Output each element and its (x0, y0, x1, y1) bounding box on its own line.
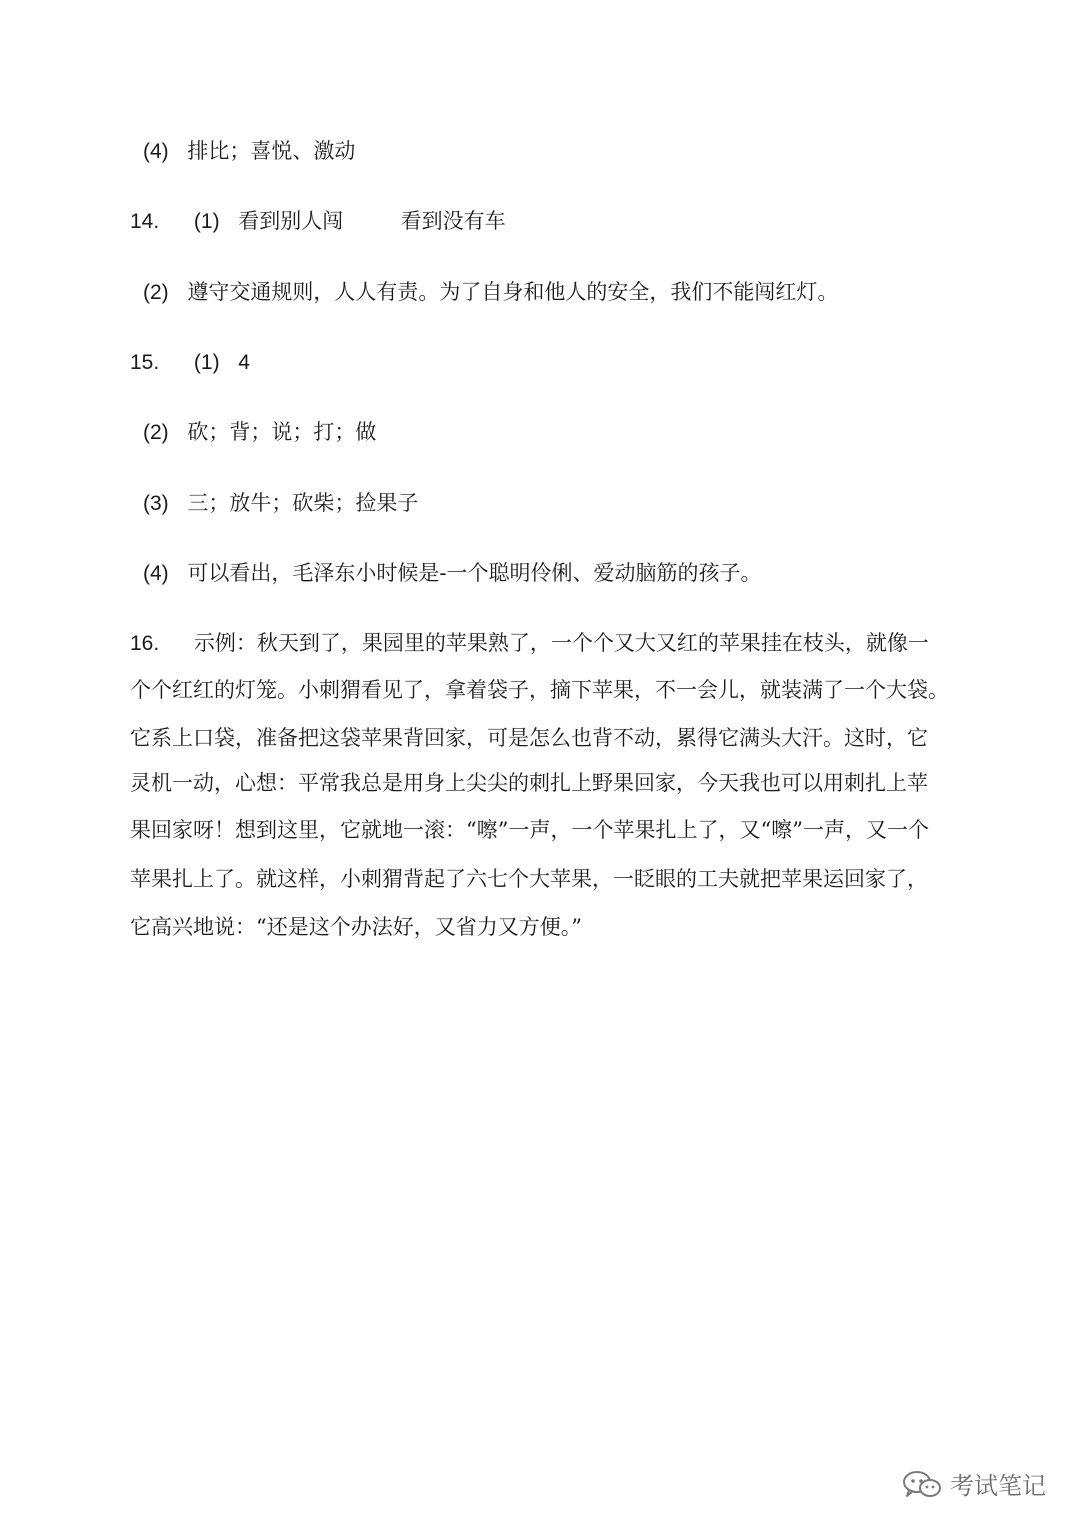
answer-14-1 (130, 206, 506, 237)
answer-text: 三；放牛；砍柴；捡果子 (187, 491, 419, 515)
question-number: 15. (130, 351, 160, 374)
wechat-icon (902, 1469, 942, 1499)
sub-label: (4) (143, 140, 169, 163)
answer-15-2 (143, 417, 376, 448)
answer-text: 可以看出，毛泽东小时候是-一个聪明伶俐、爱动脑筋的孩子。 (187, 561, 762, 585)
answer-15-3 (143, 488, 418, 519)
answer-15-4 (143, 558, 761, 589)
watermark-text: 考试笔记 (950, 1472, 1046, 1500)
answer-14-2 (143, 277, 838, 308)
paragraph-line: 个个红红的灯笼。小刺猬看见了，拿着袋子，摘下苹果，不一会儿，就装满了一个大袋。 (130, 678, 949, 702)
answer-text: 砍；背；说；打；做 (187, 420, 377, 444)
paragraph-text: 示例：秋天到了，果园里的苹果熟了，一个个又大又红的苹果挂在枝头，就像一 (193, 631, 929, 655)
answer-text-b: 看到没有车 (400, 209, 506, 233)
sub-label: (1) (193, 210, 220, 233)
paragraph-line: 灵机一动，心想：平常我总是用身上尖尖的刺扎上野果回家，今天我也可以用刺扎上苹 (130, 771, 928, 795)
sub-label: (1) (193, 351, 220, 374)
paragraph-line: 它系上口袋，准备把这袋苹果背回家，可是怎么也背不动，累得它满头大汗。这时，它 (130, 726, 928, 750)
question-number: 14. (130, 210, 160, 233)
sub-label: (2) (143, 281, 169, 304)
answer-text-a: 看到别人闯 (238, 209, 344, 233)
paragraph-line: 苹果扎上了。就这样，小刺猬背起了六七个大苹果，一眨眼的工夫就把苹果运回家了， (130, 867, 928, 891)
sub-label: (4) (143, 562, 169, 585)
answer-text: 4 (238, 351, 250, 374)
question-number: 16. (130, 632, 160, 655)
sub-label: (3) (143, 492, 169, 515)
paragraph-line (130, 628, 929, 659)
answer-15-1 (130, 347, 250, 378)
sub-label: (2) (143, 421, 169, 444)
answer-13-4 (143, 136, 355, 167)
paragraph-line: 它高兴地说：“还是这个办法好，又省力又方便。” (130, 915, 582, 939)
watermark (902, 1466, 1046, 1501)
answer-text: 排比；喜悦、激动 (187, 139, 356, 163)
paragraph-line: 果回家呀！想到这里，它就地一滚：“嚓”一声，一个苹果扎上了，又“嚓”一声，又一个 (130, 818, 929, 842)
answer-text: 遵守交通规则，人人有责。为了自身和他人的安全，我们不能闯红灯。 (187, 280, 839, 304)
